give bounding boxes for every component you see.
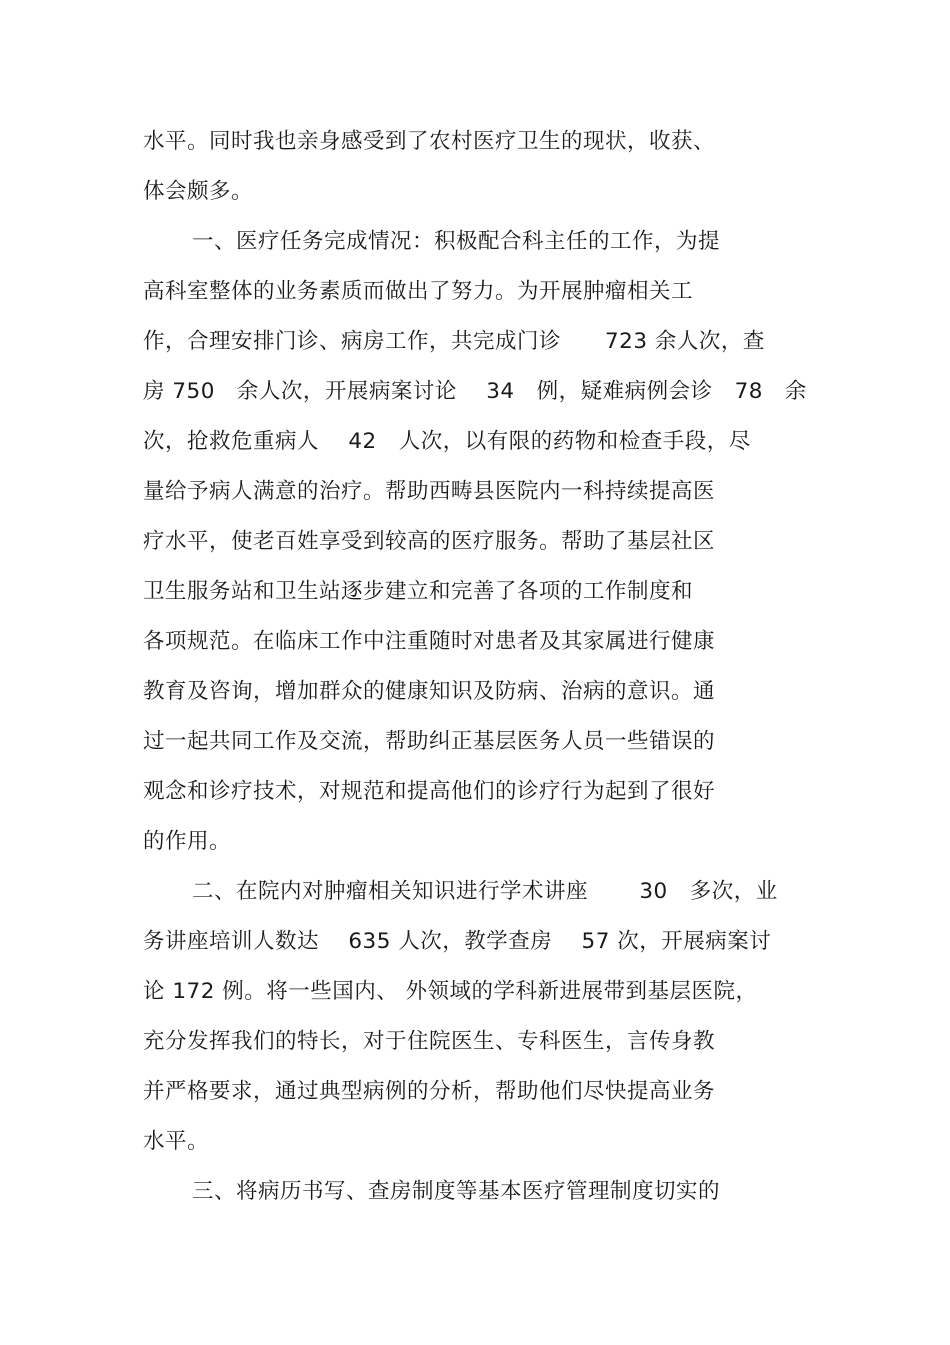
paragraph-2-first-line: 二、在院内对肿瘤相关知识进行学术讲座 30 多次，业 [192,879,778,904]
text-line: 体会颇多。 [143,179,254,204]
text-line: 卫生服务站和卫生站逐步建立和完善了各项的工作制度和 [143,579,694,604]
paragraph-3-first-line: 三、将病历书写、查房制度等基本医疗管理制度切实的 [192,1179,721,1204]
text-line: 水平。 [143,1129,210,1154]
text-line: 过一起共同工作及交流，帮助纠正基层医务人员一些错误的 [143,729,716,754]
text-line: 房 750 余人次，开展病案讨论 34 例，疑难病例会诊 78 余 [143,379,807,404]
text-line: 高科室整体的业务素质而做出了努力。为开展肿瘤相关工 [143,279,694,304]
text-line: 观念和诊疗技术，对规范和提高他们的诊疗行为起到了很好 [143,779,716,804]
text-line: 充分发挥我们的特长，对于住院医生、专科医生，言传身教 [143,1029,716,1054]
text-line: 的作用。 [143,829,232,854]
text-line: 并严格要求，通过典型病例的分析，帮助他们尽快提高业务 [143,1079,716,1104]
paragraph-1-first-line: 一、医疗任务完成情况：积极配合科主任的工作，为提 [192,229,721,254]
text-line: 务讲座培训人数达 635 人次，教学查房 57 次，开展病案讨 [143,929,772,954]
text-line: 论 172 例。将一些国内、 外领域的学科新进展带到基层医院， [143,979,758,1004]
text-line: 量给予病人满意的治疗。帮助西畴县医院内一科持续提高医 [143,479,716,504]
text-line: 教育及咨询，增加群众的健康知识及防病、治病的意识。通 [143,679,716,704]
text-line: 水平。同时我也亲身感受到了农村医疗卫生的现状，收获、 [143,129,716,154]
text-line: 次，抢救危重病人 42 人次，以有限的药物和检查手段，尽 [143,429,751,454]
text-line: 疗水平，使老百姓享受到较高的医疗服务。帮助了基层社区 [143,529,716,554]
text-line: 各项规范。在临床工作中注重随时对患者及其家属进行健康 [143,629,716,654]
text-line: 作，合理安排门诊、病房工作，共完成门诊 723 余人次，查 [143,329,765,354]
